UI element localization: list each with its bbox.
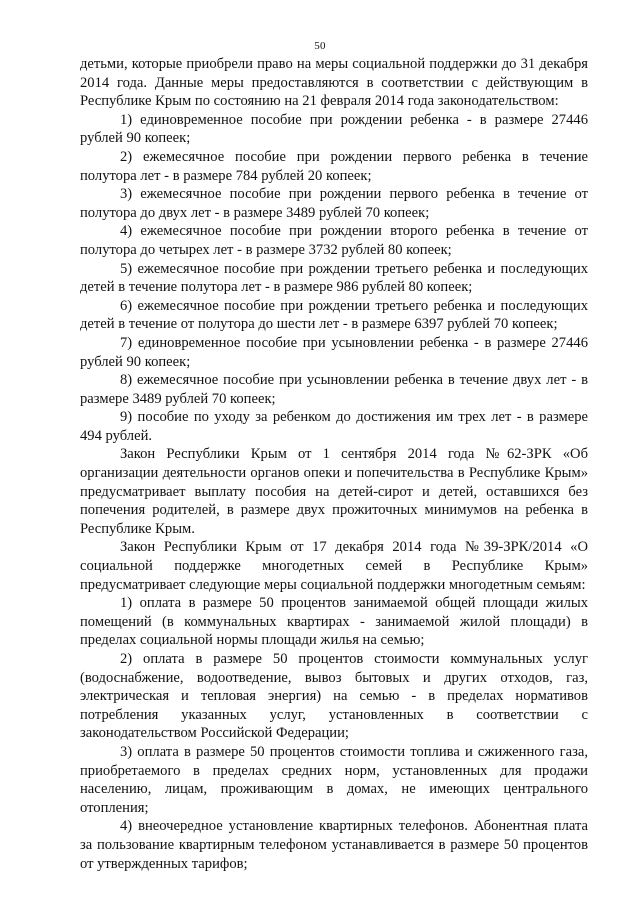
list-item-7: 7) единовременное пособие при усыновлении ребенка - в размере 27446 рублей 90 копеек; [80,334,588,370]
page-number: 50 [314,40,326,52]
paragraph-law-62: Закон Республики Крым от 1 сентября 2014 года №62-ЗРК «Об организации деятельности органов опеки и попечительства в Республике Крым» предусматривает выплату пособия на детей-сирот и детей, оставшихся без попечения родителей, в размере двух прожиточных минимумов на ребенка в Республике Крым. [80,446,588,537]
list-item-5: 5) ежемесячное пособие при рождении третьего ребенка и последующих детей в течение полутора лет - в размере 986 рублей 80 копеек; [80,260,588,296]
list-item-6: 6) ежемесячное пособие при рождении третьего ребенка и последующих детей в течение от полутора до шести лет - в размере 6397 рублей 70 копеек; [80,297,588,333]
measure-item-3: 3) оплата в размере 50 процентов стоимости топлива и сжиженного газа, приобретаемого в пределах средних норм, установленных для продажи населению, лицам, проживающим в домах, не имеющих центрального отопления; [80,743,588,816]
list-item-3: 3) ежемесячное пособие при рождении первого ребенка в течение от полутора до двух лет - в размере 3489 рублей 70 копеек; [80,186,588,221]
measure-item-2: 2) оплата в размере 50 процентов стоимости коммунальных услуг (водоснабжение, водоотведение, вывоз бытовых и других отходов, газ, электрическая и тепловая энергия) на семью - в пределах нормативов потребления указанных услуг, установленных в соответствии с законодательством Российской Федерации; [80,651,588,742]
list-item-1: 1) единовременное пособие при рождении ребенка - в размере 27446 рублей 90 копеек; [80,111,588,147]
list-item-8: 8) ежемесячное пособие при усыновлении ребенка в течение двух лет - в размере 3489 рублей 70 копеек; [80,372,588,407]
document-body [80,55,588,873]
paragraph-law-39: Закон Республики Крым от 17 декабря 2014 года №39-ЗРК/2014 «О социальной поддержке многодетных семей в Республике Крым» предусматривает следующие меры социальной поддержки многодетным семьям: [80,539,588,593]
list-item-2: 2) ежемесячное пособие при рождении первого ребенка в течение полутора лет - в размере 784 рублей 20 копеек; [80,148,588,184]
list-item-4: 4) ежемесячное пособие при рождении второго ребенка в течение от полутора до четырех лет - в размере 3732 рублей 80 копеек; [80,223,588,258]
paragraph-intro: детьми, которые приобрели право на меры социальной поддержки до 31 декабря 2014 года. Данные меры предоставляются в соответствии с действующим в Республике Крым по состоянию на 21 февраля 2014 года законодательством: [80,56,588,110]
measure-item-1: 1) оплата в размере 50 процентов занимаемой общей площади жилых помещений (в коммунальных квартирах - занимаемой жилой площади) в пределах социальной нормы площади жилья на семью; [80,595,588,649]
measure-item-4: 4) внеочередное установление квартирных телефонов. Абонентная плата за пользование квартирным телефоном устанавливается в размере 50 процентов от утвержденных тарифов; [80,818,588,872]
list-item-9: 9) пособие по уходу за ребенком до достижения им трех лет - в размере 494 рублей. [80,409,588,444]
